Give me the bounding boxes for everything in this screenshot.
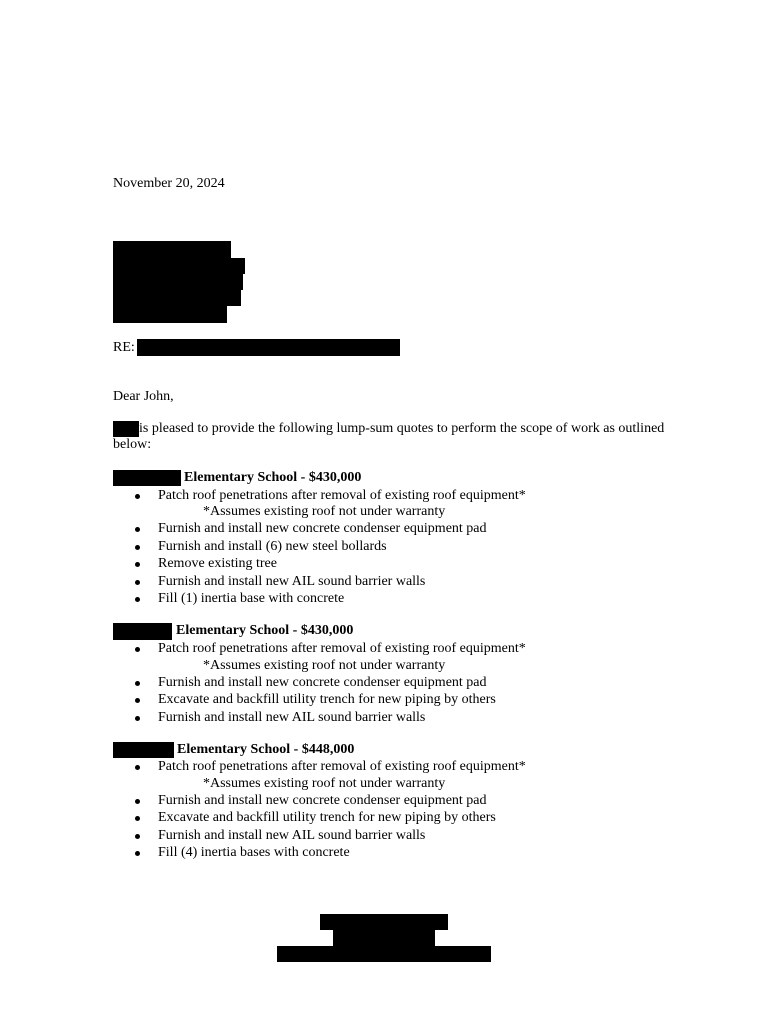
list-item-text: Fill (1) inertia base with concrete bbox=[158, 591, 345, 606]
redacted-footer-line-1 bbox=[320, 914, 448, 930]
redacted-company-name bbox=[113, 421, 139, 437]
quote-heading: Elementary School - $448,000 bbox=[177, 742, 355, 757]
redacted-address-line-4 bbox=[113, 290, 241, 306]
list-item-text: Furnish and install new concrete condenser equipment pad bbox=[158, 521, 487, 536]
redacted-address-line-2 bbox=[113, 258, 245, 274]
bullet-icon bbox=[135, 527, 140, 532]
salutation: Dear John, bbox=[113, 389, 174, 404]
list-item-text: Remove existing tree bbox=[158, 556, 277, 571]
intro-line-2: below: bbox=[113, 437, 152, 452]
redacted-subject bbox=[137, 339, 400, 356]
bullet-icon bbox=[135, 698, 140, 703]
list-item-text: Furnish and install new AIL sound barrier walls bbox=[158, 828, 426, 843]
list-item-note-text: *Assumes existing roof not under warranty bbox=[203, 504, 446, 519]
redacted-address-line-5 bbox=[113, 306, 227, 323]
bullet-icon bbox=[135, 834, 140, 839]
list-item-text: Furnish and install new concrete condenser equipment pad bbox=[158, 675, 487, 690]
bullet-icon bbox=[135, 545, 140, 550]
intro-line-1: is pleased to provide the following lump-sum quotes to perform the scope of work as outlined bbox=[139, 421, 665, 436]
bullet-icon bbox=[135, 580, 140, 585]
bullet-icon bbox=[135, 562, 140, 567]
list-item-text: Patch roof penetrations after removal of existing roof equipment* bbox=[158, 488, 526, 503]
redacted-address-line-3 bbox=[113, 274, 243, 290]
bullet-icon bbox=[135, 647, 140, 652]
list-item-note-text: *Assumes existing roof not under warranty bbox=[203, 776, 446, 791]
list-item-text: Furnish and install new concrete condenser equipment pad bbox=[158, 793, 487, 808]
bullet-icon bbox=[135, 851, 140, 856]
bullet-icon bbox=[135, 816, 140, 821]
redacted-school-name bbox=[113, 742, 174, 758]
list-item-text: Furnish and install (6) new steel bollards bbox=[158, 539, 387, 554]
list-item-note-text: *Assumes existing roof not under warranty bbox=[203, 658, 446, 673]
redacted-footer-line-3 bbox=[277, 946, 491, 962]
bullet-icon bbox=[135, 494, 140, 499]
quote-heading: Elementary School - $430,000 bbox=[184, 470, 362, 485]
list-item-text: Fill (4) inertia bases with concrete bbox=[158, 845, 350, 860]
redacted-school-name bbox=[113, 470, 181, 486]
letter-date: November 20, 2024 bbox=[113, 176, 225, 191]
list-item-text: Patch roof penetrations after removal of existing roof equipment* bbox=[158, 759, 526, 774]
bullet-icon bbox=[135, 765, 140, 770]
list-item-text: Excavate and backfill utility trench for new piping by others bbox=[158, 810, 496, 825]
redacted-school-name bbox=[113, 623, 172, 640]
bullet-icon bbox=[135, 799, 140, 804]
re-label: RE: bbox=[113, 340, 135, 355]
redacted-footer-line-2 bbox=[333, 930, 435, 946]
bullet-icon bbox=[135, 716, 140, 721]
list-item-text: Excavate and backfill utility trench for new piping by others bbox=[158, 692, 496, 707]
bullet-icon bbox=[135, 681, 140, 686]
list-item-text: Patch roof penetrations after removal of existing roof equipment* bbox=[158, 641, 526, 656]
bullet-icon bbox=[135, 597, 140, 602]
list-item-text: Furnish and install new AIL sound barrier walls bbox=[158, 574, 426, 589]
quote-heading: Elementary School - $430,000 bbox=[176, 623, 354, 638]
redacted-address-line-1 bbox=[113, 241, 231, 258]
list-item-text: Furnish and install new AIL sound barrier walls bbox=[158, 710, 426, 725]
